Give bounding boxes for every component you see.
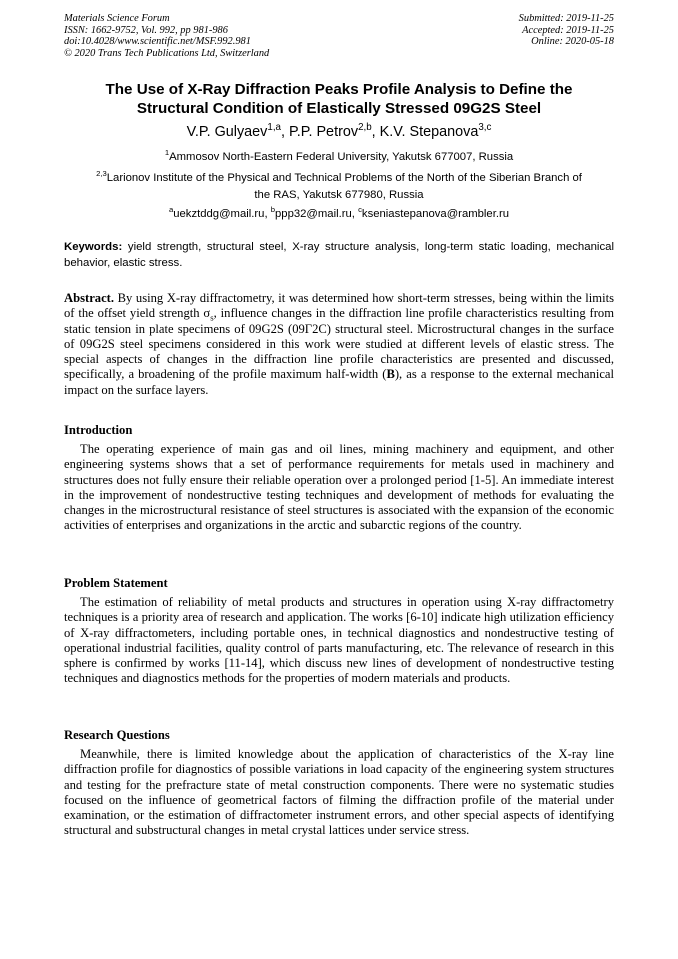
section-paragraph: The estimation of reliability of metal products and structures in operation using X-ray diffractometry techniques is a priority area of research and application. The works [6-10] indicate high utilization efficiency of X-ray diffractometers, including portable ones, in technical diagnostics and nondestructive testing of operational industrial facilities, quality control of parts manufacturing, etc. The relevance of research in this sphere is confirmed by works [11-14], which discuss new lines of development of nondestructive testing techniques and diagnostics methods for the properties of modern materials and products. [64,595,614,686]
section-heading: Introduction [64,423,133,437]
abstract-block [64,291,614,398]
author-separator: , [371,124,380,140]
affiliation-sup: 2,3 [96,169,107,179]
author-name: V.P. Gulyaev [186,124,268,140]
section-problem-statement [64,576,614,687]
halfwidth-symbol: B [386,367,395,382]
author-affiliation-sup: 1,a [267,122,281,134]
journal-header [64,13,269,59]
abstract-text-part-1: By using X-ray diffractometry, it was determined how short-term stresses, being within the limits of the offset yield strength σ [64,291,614,321]
email-link[interactable]: uekztddg@mail.ru [173,208,265,220]
accepted-date: Accepted: 2019-11-25 [522,24,614,36]
author-separator: , [280,124,289,140]
online-date: Online: 2020-05-18 [531,36,614,47]
abstract-text-part-3: ), as a response to the external mechanical impact on the surface layers. [64,367,614,397]
title-line-2: Structural Condition of Elastically Stressed 09G2S Steel [136,99,542,117]
doi-line[interactable]: doi:10.4028/www.scientific.net/MSF.992.981 [64,36,251,47]
copyright-line: © 2020 Trans Tech Publications Ltd, Switzerland [64,47,270,59]
submission-dates [519,13,614,48]
section-research-questions [64,728,614,839]
sigma-subscript: s [210,312,214,323]
affiliation-text-line-2: the RAS, Yakutsk 677980, Russia [254,188,424,201]
keywords-label: Keywords: [64,241,123,253]
affiliation-text: Ammosov North-Eastern Federal University, Yakutsk 677007, Russia [169,151,514,163]
email-sup: b [270,205,276,215]
paper-title [64,81,614,118]
title-line-1: The Use of X-Ray Diffraction Peaks Profile Analysis to Define the [105,81,573,98]
affiliation-sup: 1 [164,148,170,158]
section-heading: Research Questions [64,728,170,742]
issn-line: ISSN: 1662-9752, Vol. 992, pp 981-986 [64,24,228,36]
section-heading: Problem Statement [64,576,168,590]
abstract-text-part-2: , influence changes in the diffraction line profile characteristics resulting from static tension in plate specimens of 09G2S (09Г2С) structural steel. Microstructural changes in the surface of 09G2S steel specimens considered in this work were studied at different levels of elastic stress. The special aspects of changes in the diffraction line profile characteristics are presented and discussed, specifically, a broadening of the profile maximum half-width ( [64,306,614,382]
section-paragraph: Meanwhile, there is limited knowledge about the application of characteristics of the X-ray line diffraction profile for diagnostics of possible variations in load capacity of the engineering system structures and testing for the prefracture state of metal construction components. There were no systematic studies focused on the influence of geometrical factors of filming the diffraction profile of the material under examination, or the estimation of diffractometer instrument errors, and other special aspects of identifying structural and substructural changes in metal crystal lattices under service stress. [64,747,614,838]
affiliation-2 [64,170,614,203]
keywords-block [64,240,614,271]
author-name: P.P. Petrov [288,124,359,140]
email-list [64,206,614,223]
section-introduction [64,423,614,534]
email-link[interactable]: kseniastepanova@rambler.ru [361,208,510,220]
section-paragraph: The operating experience of main gas and oil lines, mining machinery and equipment, and other engineering systems shows that a set of performance requirements for metals used in machinery and structures does not fully ensure their reliable operation over a prolonged period [1-5]. An immediate interest in the improvement of nondestructive testing techniques and development of methods for evaluating the changes in the microstructural resistance of steel structures is associated with the expansion of the economic activities of enterprises and organizations in the arctic and subarctic regions of the country. [64,442,614,533]
author-name: K.V. Stepanova [379,124,479,140]
email-sup: c [358,205,362,215]
author-affiliation-sup: 2,b [358,122,372,134]
email-separator: , [264,208,271,220]
keywords-text: yield strength, structural steel, X-ray structure analysis, long-term static loading, mechanical behavior, elastic stress. [64,241,615,269]
email-sup: a [168,205,174,215]
author-list [64,124,614,141]
affiliation-text-line-1: Larionov Institute of the Physical and Technical Problems of the North of the Siberian Branch of [106,172,582,184]
journal-name: Materials Science Forum [64,13,170,24]
submitted-date: Submitted: 2019-11-25 [518,13,614,24]
email-link[interactable]: ppp32@mail.ru [275,208,352,220]
affiliation-1 [64,149,614,166]
abstract-label: Abstract. [64,291,115,305]
email-separator: , [351,208,359,220]
author-affiliation-sup: 3,c [478,122,492,134]
